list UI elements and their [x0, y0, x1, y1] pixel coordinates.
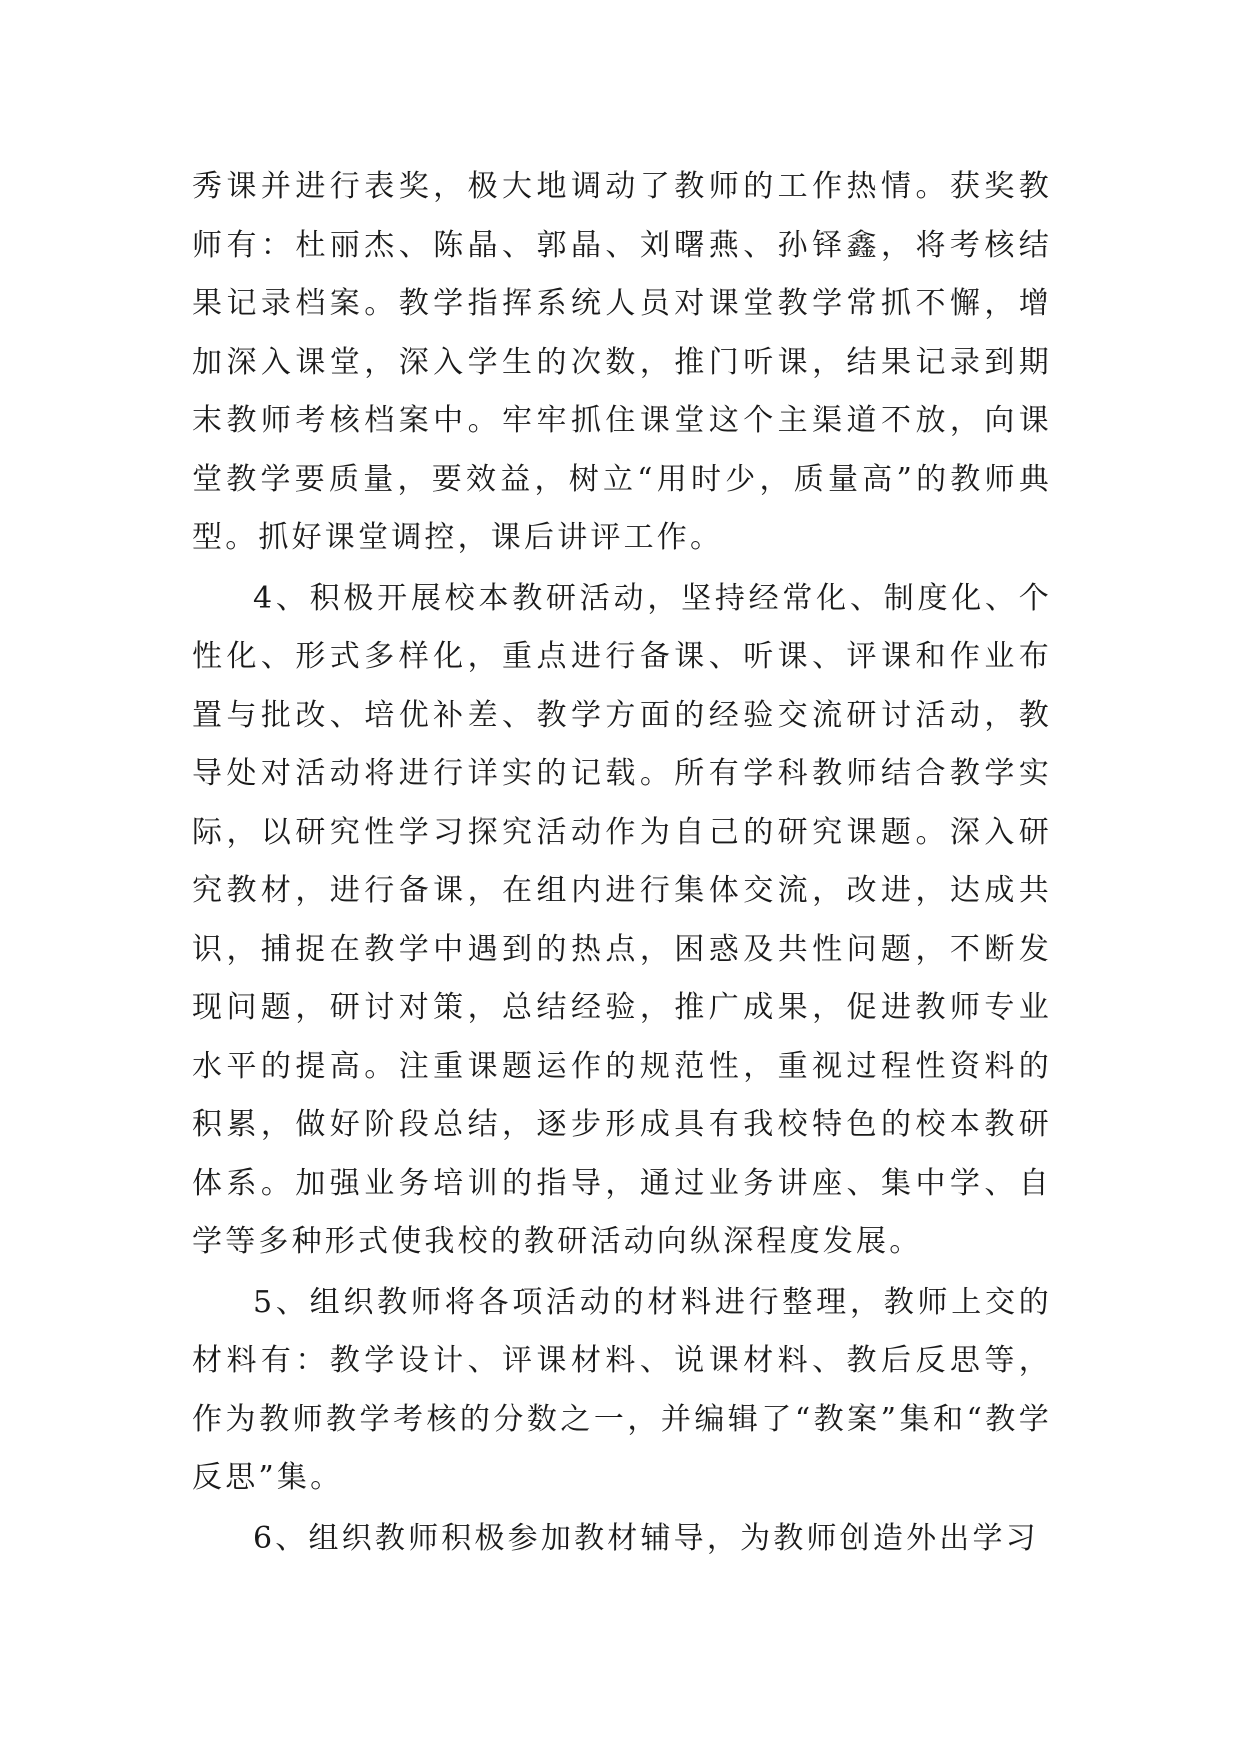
- paragraph-item-6: 6、组织教师积极参加教材辅导，为教师创造外出学习: [253, 1520, 1039, 1556]
- paragraph-item-5: 5、组织教师将各项活动的材料进行整理，教师上交的材料有：教学设计、评课材料、说课材料、教后反思等，作为教师教学考核的分数之一，并编辑了“教案”集和“教学反思”集。: [192, 1284, 1052, 1495]
- paragraph-continued: 秀课并进行表奖，极大地调动了教师的工作热情。获奖教师有：杜丽杰、陈晶、郭晶、刘曙燕、孙铎鑫，将考核结果记录档案。教学指挥系统人员对课堂教学常抓不懈，增加深入课堂，深入学生的次数，推门听课，结果记录到期末教师考核档案中。牢牢抓住课堂这个主渠道不放，向课堂教学要质量，要效益，树立“用时少，质量高”的教师典型。抓好课堂调控，课后讲评工作。: [192, 169, 1052, 555]
- paragraph-item-4: 4、积极开展校本教研活动，坚持经常化、制度化、个性化、形式多样化，重点进行备课、听课、评课和作业布置与批改、培优补差、教学方面的经验交流研讨活动，教导处对活动将进行详实的记载。所有学科教师结合教学实际，以研究性学习探究活动作为自己的研究课题。深入研究教材，进行备课，在组内进行集体交流，改进，达成共识，捕捉在教学中遇到的热点，困惑及共性问题，不断发现问题，研讨对策，总结经验，推广成果，促进教师专业水平的提高。注重课题运作的规范性，重视过程性资料的积累，做好阶段总结，逐步形成具有我校特色的校本教研体系。加强业务培训的指导，通过业务讲座、集中学、自学等多种形式使我校的教研活动向纵深程度发展。: [192, 580, 1052, 1259]
- body-text: [192, 158, 1052, 1570]
